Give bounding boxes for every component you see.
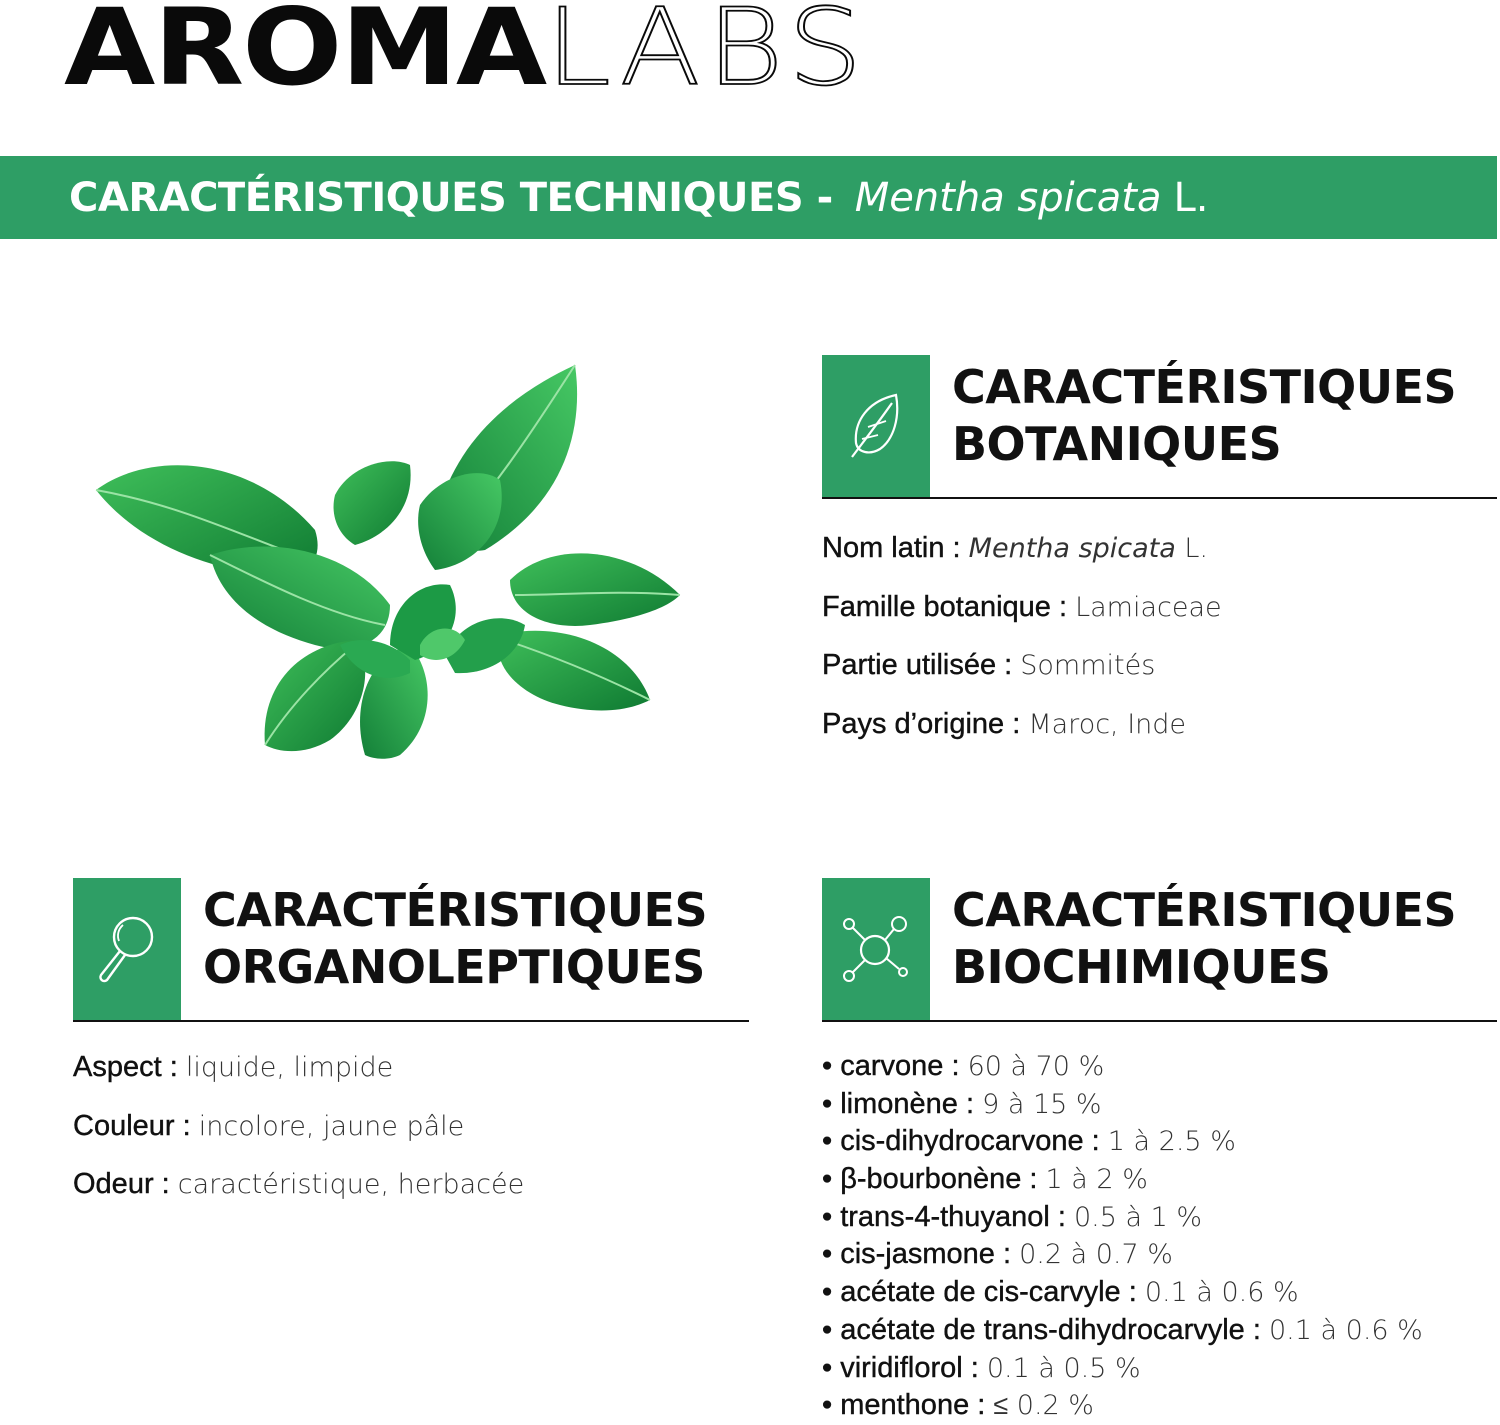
compound-range: 0.1 à 0.5 % — [986, 1352, 1141, 1384]
logo-thin-text: LABS — [545, 0, 869, 110]
row-value: incolore, jaune pâle — [198, 1110, 465, 1142]
botanical-title-line2: BOTANIQUES — [952, 417, 1282, 471]
list-item — [822, 1350, 1423, 1388]
logo-bold-text: AROMA — [64, 0, 546, 110]
compound-name: • limonène : — [822, 1087, 975, 1120]
botanical-title — [952, 359, 1456, 473]
row-value: Lamiaceae — [1075, 591, 1222, 623]
info-row — [73, 1164, 524, 1223]
list-item — [822, 1236, 1423, 1274]
row-label: Aspect : — [73, 1051, 178, 1083]
leaf-shape — [334, 461, 411, 545]
compound-range: 60 à 70 % — [967, 1051, 1105, 1082]
biochemical-list — [822, 1048, 1423, 1425]
row-label: Partie utilisée : — [822, 649, 1013, 682]
compound-name: • β-bourbonène : — [822, 1163, 1038, 1196]
compound-range: 1 à 2 % — [1045, 1164, 1148, 1196]
compound-range: ≤ 0.2 % — [993, 1390, 1094, 1422]
row-label: Couleur : — [73, 1109, 191, 1142]
info-row — [73, 1047, 524, 1106]
leaf-shape — [510, 553, 680, 626]
list-item — [822, 1048, 1423, 1086]
organoleptic-header — [73, 878, 749, 1022]
info-row — [822, 528, 1222, 587]
list-item — [822, 1086, 1423, 1124]
title-banner — [0, 156, 1497, 239]
mint-plant-image — [90, 355, 690, 765]
botanical-info — [822, 528, 1222, 762]
row-value-italic: Mentha spicata — [968, 533, 1176, 564]
organoleptic-info — [73, 1047, 524, 1223]
leaf-shape — [418, 473, 502, 570]
banner-title: CARACTÉRISTIQUES TECHNIQUES - — [69, 174, 833, 221]
brand-logo — [64, 0, 869, 110]
info-row — [73, 1106, 524, 1165]
row-label: Famille botanique : — [822, 590, 1068, 623]
compound-name: • menthone : — [822, 1389, 986, 1422]
list-item — [822, 1274, 1423, 1312]
compound-range: 0.1 à 0.6 % — [1144, 1277, 1299, 1309]
compound-range: 0.1 à 0.6 % — [1269, 1314, 1423, 1346]
biochemical-title — [952, 882, 1456, 996]
row-label: Odeur : — [73, 1168, 170, 1201]
biochemical-title-line1: CARACTÉRISTIQUES — [952, 883, 1457, 937]
leaf-shape — [498, 631, 650, 711]
compound-name: • cis-jasmone : — [822, 1238, 1012, 1271]
leaf-icon — [848, 391, 904, 461]
info-row — [822, 704, 1222, 763]
biochemical-icon-box — [822, 878, 930, 1020]
organoleptic-title-line2: ORGANOLEPTIQUES — [203, 940, 705, 994]
list-item — [822, 1387, 1423, 1425]
row-value: Maroc, Inde — [1028, 708, 1187, 740]
organoleptic-title — [203, 882, 707, 996]
botanical-icon-box — [822, 355, 930, 497]
compound-name: • acétate de trans-dihydrocarvyle : — [822, 1313, 1261, 1346]
compound-name: • cis-dihydrocarvone : — [822, 1125, 1100, 1158]
row-value: L. — [1175, 533, 1208, 564]
molecule-icon — [841, 914, 911, 984]
compound-name: • trans-4-thuyanol : — [822, 1200, 1066, 1233]
banner-author: L. — [1173, 174, 1209, 221]
list-item — [822, 1123, 1423, 1161]
magnifier-icon — [95, 913, 159, 985]
row-value: caractéristique, herbacée — [177, 1169, 525, 1201]
botanical-title-line1: CARACTÉRISTIQUES — [952, 360, 1457, 414]
compound-range: 9 à 15 % — [982, 1088, 1102, 1120]
compound-name: • carvone : — [822, 1050, 960, 1082]
list-item — [822, 1312, 1423, 1350]
biochemical-title-line2: BIOCHIMIQUES — [952, 940, 1331, 994]
compound-name: • acétate de cis-carvyle : — [822, 1276, 1137, 1309]
row-label: Pays d’origine : — [822, 707, 1021, 740]
list-item — [822, 1161, 1423, 1199]
compound-name: • viridiflorol : — [822, 1351, 979, 1384]
banner-species: Mentha spicata — [854, 174, 1162, 221]
list-item — [822, 1199, 1423, 1237]
biochemical-header — [822, 878, 1497, 1022]
organoleptic-title-line1: CARACTÉRISTIQUES — [203, 883, 708, 937]
row-label: Nom latin : — [822, 532, 961, 564]
row-value: Sommités — [1020, 650, 1156, 682]
compound-range: 0.2 à 0.7 % — [1019, 1239, 1173, 1271]
compound-range: 1 à 2.5 % — [1107, 1126, 1236, 1158]
compound-range: 0.5 à 1 % — [1073, 1201, 1203, 1233]
row-value: liquide, limpide — [185, 1052, 394, 1083]
info-row — [822, 645, 1222, 704]
botanical-header — [822, 355, 1497, 499]
info-row — [822, 587, 1222, 646]
organoleptic-icon-box — [73, 878, 181, 1020]
